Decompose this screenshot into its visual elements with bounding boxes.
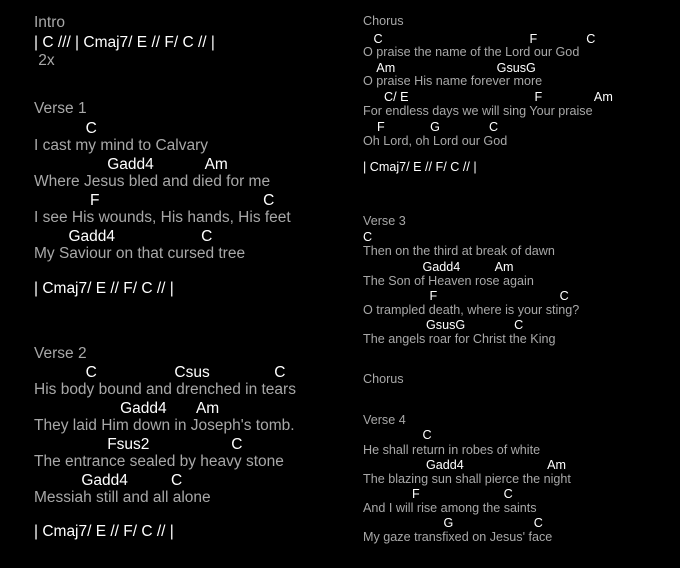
lyric-line: And I will rise among the saints	[363, 501, 537, 515]
chord-line: Gadd4 Am	[363, 458, 566, 472]
lyric-line: O trampled death, where is your sting?	[363, 303, 580, 317]
chord-line: C	[363, 428, 432, 442]
chord-line: Gadd4 C	[34, 472, 183, 489]
bar-notation: | Cmaj7/ E // F/ C // |	[363, 160, 477, 174]
lyric-line: He shall return in robes of white	[363, 443, 541, 457]
chord-line: Gadd4 Am	[34, 156, 228, 173]
lyric-line: The blazing sun shall pierce the night	[363, 472, 571, 486]
lyric-line: The entrance sealed by heavy stone	[34, 453, 284, 470]
lyric-line: The angels roar for Christ the King	[363, 332, 556, 346]
chord-line: G C	[363, 516, 543, 530]
chord-line: Fsus2 C	[34, 436, 243, 453]
lyric-line: My Saviour on that cursed tree	[34, 245, 246, 262]
chord-line: C	[363, 230, 373, 244]
lyric-line: They laid Him down in Joseph's tomb.	[34, 417, 295, 434]
chord-line: Gadd4 C	[34, 228, 213, 245]
section-heading: Verse 2	[34, 345, 87, 362]
lyric-line: For endless days we will sing Your praise	[363, 104, 593, 118]
section-heading: Chorus	[363, 372, 404, 386]
bar-notation: | C /// | Cmaj7/ E // F/ C // |	[34, 34, 215, 51]
bar-notation: | Cmaj7/ E // F/ C // |	[34, 280, 174, 297]
lyric-line: Then on the third at break of dawn	[363, 244, 555, 258]
section-heading: Verse 3	[363, 214, 406, 228]
chord-line: Gadd4 Am	[34, 400, 220, 417]
chord-line: C/ E F Am	[363, 90, 613, 104]
lyric-line: 2x	[34, 52, 55, 69]
chord-line: F C	[34, 192, 275, 209]
lyric-line: Oh Lord, oh Lord our God	[363, 134, 508, 148]
lyric-line: I cast my mind to Calvary	[34, 137, 208, 154]
chord-line: Am GsusG	[363, 61, 536, 75]
chord-line: C	[34, 120, 97, 137]
lyric-line: O praise the name of the Lord our God	[363, 45, 580, 59]
section-heading: Chorus	[363, 14, 404, 28]
lyric-line: Messiah still and all alone	[34, 489, 211, 506]
section-heading: Intro	[34, 14, 66, 31]
chord-line: F C	[363, 487, 513, 501]
lyric-line: I see His wounds, His hands, His feet	[34, 209, 291, 226]
chord-line: Gadd4 Am	[363, 260, 514, 274]
section-heading: Verse 1	[34, 100, 87, 117]
lyric-line: His body bound and drenched in tears	[34, 381, 296, 398]
lyric-line: My gaze transfixed on Jesus' face	[363, 530, 553, 544]
lyric-line: O praise His name forever more	[363, 74, 543, 88]
chord-line: C Csus C	[34, 364, 286, 381]
chord-line: C F C	[363, 32, 596, 46]
chord-line: F C	[363, 289, 569, 303]
lyric-line: Where Jesus bled and died for me	[34, 173, 271, 190]
section-heading: Verse 4	[363, 413, 406, 427]
lyric-line: The Son of Heaven rose again	[363, 274, 534, 288]
bar-notation: | Cmaj7/ E // F/ C // |	[34, 523, 174, 540]
chord-line: F G C	[363, 120, 499, 134]
chord-line: GsusG C	[363, 318, 524, 332]
